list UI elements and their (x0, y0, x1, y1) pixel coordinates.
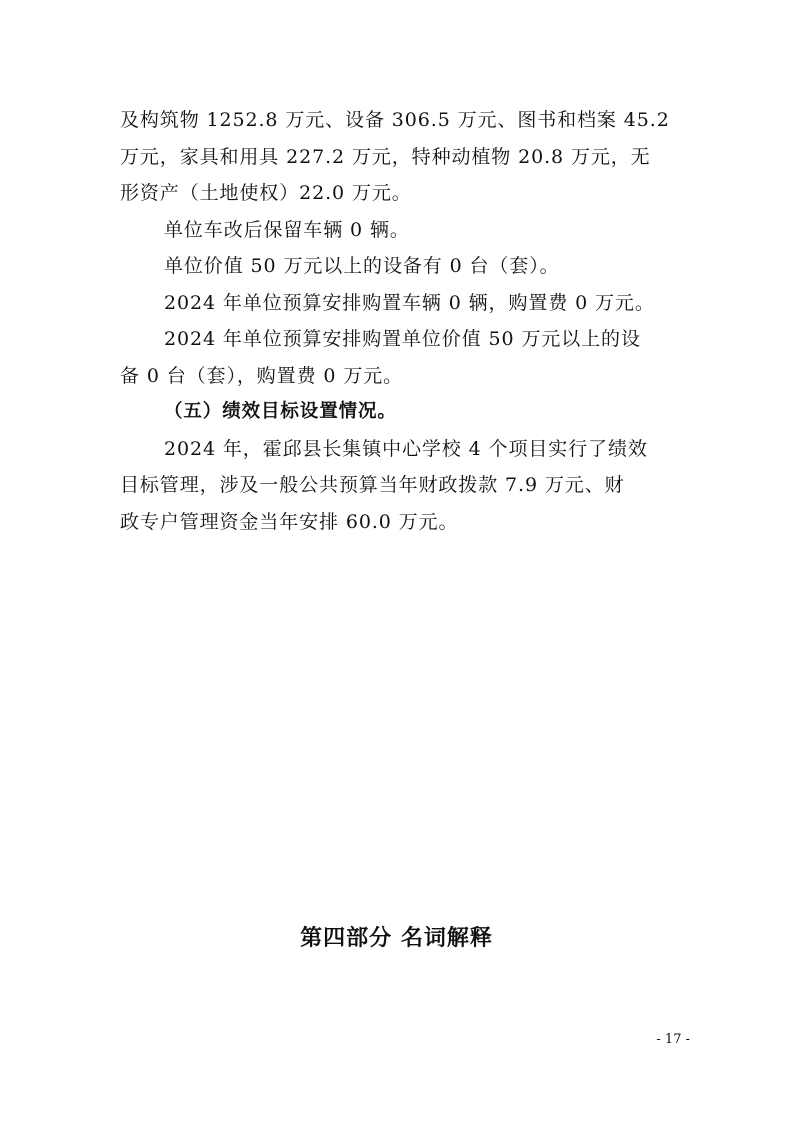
paragraph-line: 万元，家具和用具 227.2 万元，特种动植物 20.8 万元，无 (120, 145, 651, 168)
paragraph-line: 形资产（土地使权）22.0 万元。 (120, 182, 412, 204)
paragraph-line: 2024 年单位预算安排购置车辆 0 辆，购置费 0 万元。 (164, 291, 655, 314)
paragraph-line: 及构筑物 1252.8 万元、设备 306.5 万元、图书和档案 45.2 (120, 109, 670, 131)
paragraph-line: 政专户管理资金当年安排 60.0 万元。 (120, 510, 459, 533)
page-number: - 17 - (656, 1032, 690, 1047)
paragraph-line: 单位车改后保留车辆 0 辆。 (164, 218, 410, 241)
paragraph-line: 2024 年单位预算安排购置单位价值 50 万元以上的设 (164, 328, 641, 350)
section-heading: （五）绩效目标设置情况。 (164, 401, 397, 422)
part-title: 第四部分 名词解释 (300, 926, 493, 951)
body-text (120, 102, 676, 540)
paragraph-line: 备 0 台（套），购置费 0 万元。 (120, 364, 404, 387)
paragraph-line: 单位价值 50 万元以上的设备有 0 台（套）。 (164, 255, 560, 277)
paragraph-line: 2024 年，霍邱县长集镇中心学校 4 个项目实行了绩效 (164, 437, 648, 460)
paragraph-line: 目标管理，涉及一般公共预算当年财政拨款 7.9 万元、财 (120, 474, 625, 496)
